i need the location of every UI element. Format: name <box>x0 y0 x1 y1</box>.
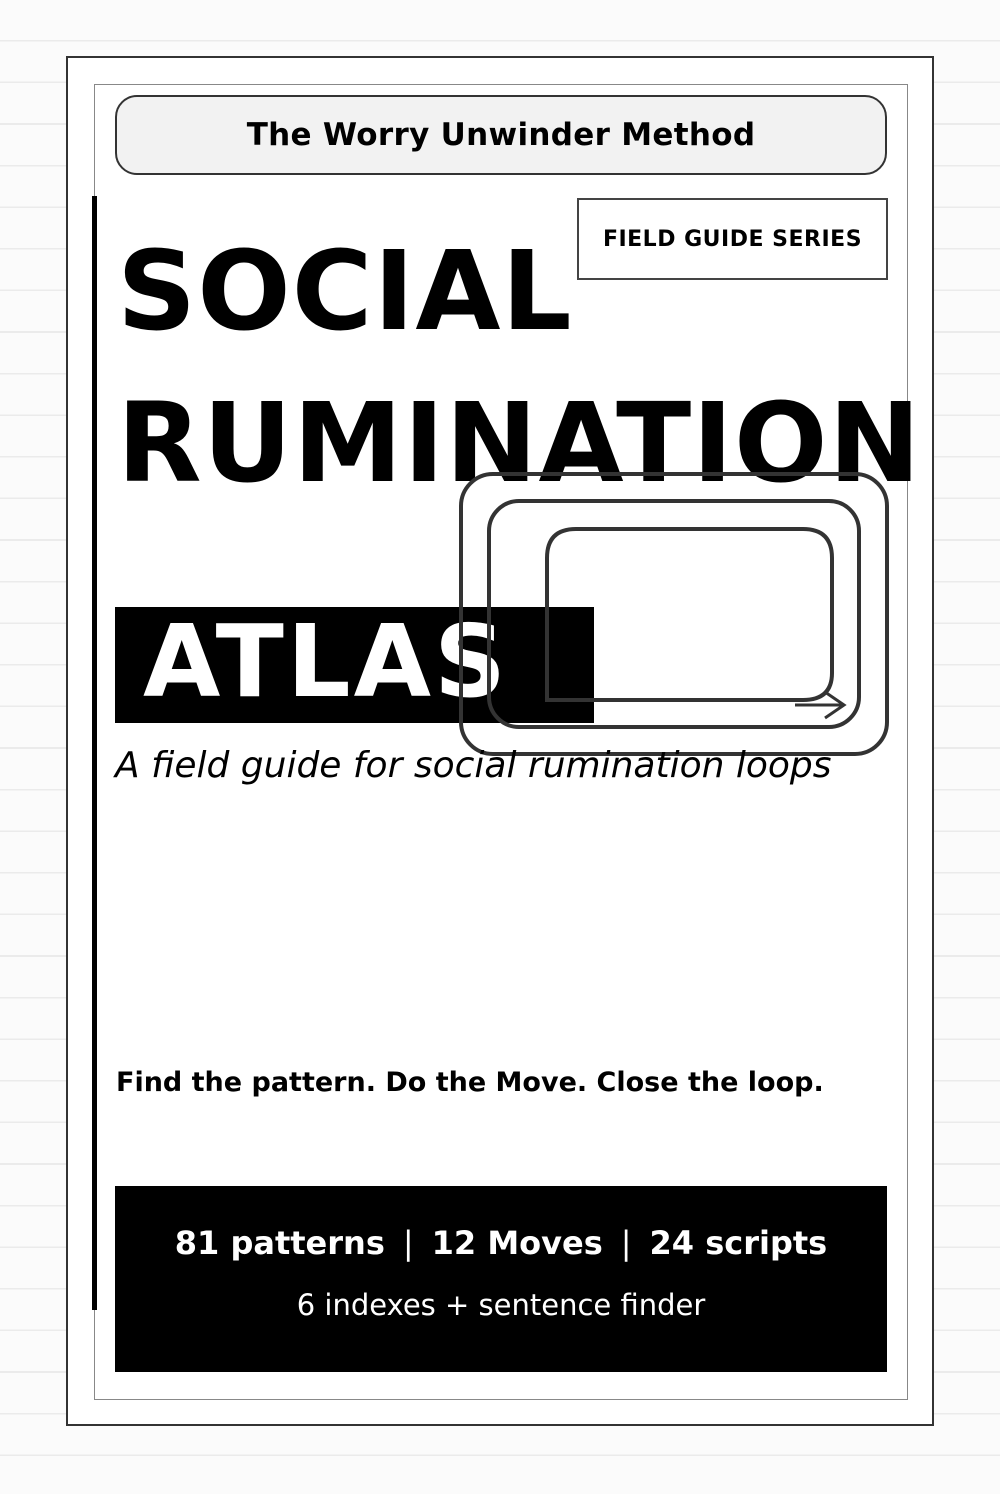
stat-patterns: 81 patterns <box>174 1224 385 1262</box>
concentric-loop-arrow-icon <box>455 468 895 764</box>
subtitle: A field guide for social rumination loops <box>115 745 832 786</box>
method-title: The Worry Unwinder Method <box>246 117 756 153</box>
stats-line <box>115 1224 887 1262</box>
stat-moves: 12 Moves <box>431 1224 603 1262</box>
title-social: SOCIAL <box>117 227 573 355</box>
tagline: Find the pattern. Do the Move. Close the loop. <box>116 1067 824 1098</box>
series-badge <box>577 198 888 280</box>
title-rumination: RUMINATION <box>117 379 922 507</box>
spine-line <box>92 196 97 1310</box>
stat-separator: | <box>402 1224 414 1262</box>
stat-separator: | <box>620 1224 632 1262</box>
stat-extras: 6 indexes + sentence finder <box>296 1288 706 1322</box>
series-badge-label: FIELD GUIDE SERIES <box>602 226 863 252</box>
stats-box <box>115 1186 887 1372</box>
method-title-pill <box>115 95 887 175</box>
stat-scripts: 24 scripts <box>649 1224 828 1262</box>
title-atlas: ATLAS <box>143 603 509 720</box>
